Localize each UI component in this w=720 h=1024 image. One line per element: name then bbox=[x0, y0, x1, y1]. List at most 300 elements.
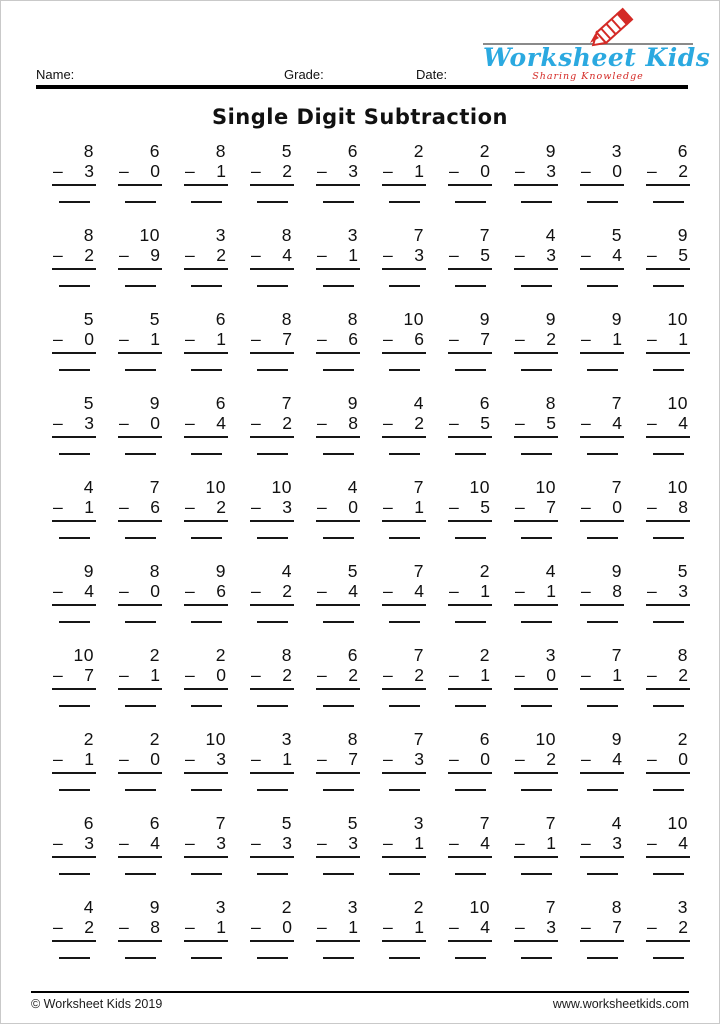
problem-stack bbox=[52, 561, 96, 606]
problem-stack bbox=[646, 225, 690, 270]
subtrahend: 1 bbox=[414, 917, 424, 937]
subtrahend-row bbox=[382, 833, 426, 858]
subtrahend-row bbox=[646, 665, 690, 690]
problem-stack bbox=[646, 393, 690, 438]
subtraction-problem bbox=[644, 559, 692, 643]
minuend: 9 bbox=[83, 561, 94, 581]
website-link[interactable]: www.worksheetkids.com bbox=[552, 997, 689, 1011]
problem-stack bbox=[250, 561, 294, 606]
subtrahend-row bbox=[316, 581, 360, 606]
minuend: 7 bbox=[149, 477, 160, 497]
subtraction-problem bbox=[512, 811, 560, 895]
subtrahend: 3 bbox=[546, 917, 556, 937]
minus-sign: – bbox=[647, 329, 657, 349]
problem-stack bbox=[514, 813, 558, 858]
subtrahend: 4 bbox=[612, 245, 622, 265]
subtrahend: 1 bbox=[480, 581, 490, 601]
subtrahend: 1 bbox=[150, 329, 160, 349]
minuend: 6 bbox=[677, 141, 688, 161]
subtrahend-row bbox=[52, 245, 96, 270]
subtraction-problem bbox=[380, 895, 428, 979]
brand-logo bbox=[483, 5, 711, 83]
minus-sign: – bbox=[53, 917, 63, 937]
subtraction-problem bbox=[446, 391, 494, 475]
answer-blank bbox=[125, 705, 156, 707]
subtrahend-row bbox=[580, 833, 624, 858]
answer-blank bbox=[521, 621, 552, 623]
problem-stack bbox=[118, 897, 162, 942]
subtrahend-row bbox=[646, 161, 690, 186]
answer-blank bbox=[323, 789, 354, 791]
subtrahend-row bbox=[184, 161, 228, 186]
minuend: 2 bbox=[413, 141, 424, 161]
answer-blank bbox=[125, 201, 156, 203]
subtrahend: 3 bbox=[282, 497, 292, 517]
subtrahend-row bbox=[250, 413, 294, 438]
minus-sign: – bbox=[53, 413, 63, 433]
minus-sign: – bbox=[251, 245, 261, 265]
minus-sign: – bbox=[251, 329, 261, 349]
problem-stack bbox=[646, 813, 690, 858]
subtrahend: 3 bbox=[282, 833, 292, 853]
subtraction-problem bbox=[512, 223, 560, 307]
answer-blank bbox=[125, 873, 156, 875]
problem-stack bbox=[118, 813, 162, 858]
minuend: 10 bbox=[73, 645, 94, 665]
answer-blank bbox=[521, 957, 552, 959]
answer-blank bbox=[455, 957, 486, 959]
minuend: 9 bbox=[347, 393, 358, 413]
answer-blank bbox=[521, 537, 552, 539]
subtrahend-row bbox=[448, 665, 492, 690]
subtrahend: 2 bbox=[678, 665, 688, 685]
subtrahend-row bbox=[184, 833, 228, 858]
subtraction-problem bbox=[182, 475, 230, 559]
subtraction-problem bbox=[578, 139, 626, 223]
subtrahend-row bbox=[382, 497, 426, 522]
problem-stack bbox=[382, 897, 426, 942]
minuend: 3 bbox=[215, 897, 226, 917]
answer-blank bbox=[521, 285, 552, 287]
answer-blank bbox=[323, 537, 354, 539]
problem-stack bbox=[382, 645, 426, 690]
subtrahend: 3 bbox=[348, 161, 358, 181]
problem-stack bbox=[184, 561, 228, 606]
header bbox=[1, 1, 719, 93]
minuend: 5 bbox=[149, 309, 160, 329]
subtrahend: 2 bbox=[282, 665, 292, 685]
subtrahend: 0 bbox=[546, 665, 556, 685]
answer-blank bbox=[587, 789, 618, 791]
answer-blank bbox=[59, 705, 90, 707]
subtrahend-row bbox=[382, 581, 426, 606]
minuend: 2 bbox=[413, 897, 424, 917]
subtrahend: 0 bbox=[150, 161, 160, 181]
subtrahend-row bbox=[514, 413, 558, 438]
subtrahend-row bbox=[118, 245, 162, 270]
subtrahend: 1 bbox=[546, 581, 556, 601]
minuend: 10 bbox=[667, 813, 688, 833]
subtrahend-row bbox=[448, 917, 492, 942]
minus-sign: – bbox=[449, 665, 459, 685]
minus-sign: – bbox=[647, 917, 657, 937]
subtrahend-row bbox=[646, 581, 690, 606]
subtrahend: 3 bbox=[84, 161, 94, 181]
problem-stack bbox=[514, 393, 558, 438]
problem-stack bbox=[514, 729, 558, 774]
minus-sign: – bbox=[53, 245, 63, 265]
problem-stack bbox=[184, 309, 228, 354]
problem-stack bbox=[250, 897, 294, 942]
minus-sign: – bbox=[185, 413, 195, 433]
subtrahend-row bbox=[316, 665, 360, 690]
minus-sign: – bbox=[383, 665, 393, 685]
problem-stack bbox=[118, 309, 162, 354]
problem-stack bbox=[52, 813, 96, 858]
minus-sign: – bbox=[185, 917, 195, 937]
subtrahend: 0 bbox=[84, 329, 94, 349]
subtrahend-row bbox=[580, 497, 624, 522]
problem-stack bbox=[250, 645, 294, 690]
minus-sign: – bbox=[515, 329, 525, 349]
minus-sign: – bbox=[119, 161, 129, 181]
subtraction-problem bbox=[116, 391, 164, 475]
problem-stack bbox=[52, 141, 96, 186]
subtrahend: 1 bbox=[216, 329, 226, 349]
answer-blank bbox=[521, 789, 552, 791]
subtrahend: 7 bbox=[480, 329, 490, 349]
subtraction-problem bbox=[182, 643, 230, 727]
subtrahend: 8 bbox=[348, 413, 358, 433]
problem-stack bbox=[448, 141, 492, 186]
minuend: 4 bbox=[611, 813, 622, 833]
subtraction-problem bbox=[182, 307, 230, 391]
problem-stack bbox=[184, 477, 228, 522]
minuend: 7 bbox=[413, 225, 424, 245]
subtrahend-row bbox=[448, 749, 492, 774]
copyright-text: © Worksheet Kids 2019 bbox=[31, 997, 163, 1011]
subtrahend-row bbox=[646, 833, 690, 858]
subtrahend: 2 bbox=[678, 917, 688, 937]
subtrahend-row bbox=[646, 245, 690, 270]
subtraction-problem bbox=[182, 895, 230, 979]
problem-stack bbox=[118, 225, 162, 270]
problem-stack bbox=[448, 813, 492, 858]
problem-stack bbox=[250, 225, 294, 270]
answer-blank bbox=[125, 957, 156, 959]
minus-sign: – bbox=[53, 581, 63, 601]
subtrahend: 3 bbox=[216, 833, 226, 853]
minuend: 10 bbox=[139, 225, 160, 245]
subtrahend: 6 bbox=[150, 497, 160, 517]
minuend: 9 bbox=[545, 309, 556, 329]
subtrahend: 0 bbox=[150, 581, 160, 601]
problems-grid bbox=[41, 139, 701, 979]
subtrahend: 1 bbox=[612, 329, 622, 349]
subtrahend-row bbox=[250, 665, 294, 690]
minuend: 9 bbox=[611, 561, 622, 581]
answer-blank bbox=[191, 369, 222, 371]
subtrahend-row bbox=[382, 665, 426, 690]
subtrahend: 5 bbox=[678, 245, 688, 265]
minus-sign: – bbox=[449, 161, 459, 181]
problem-stack bbox=[184, 813, 228, 858]
subtraction-problem bbox=[116, 139, 164, 223]
minus-sign: – bbox=[317, 749, 327, 769]
minus-sign: – bbox=[251, 749, 261, 769]
minus-sign: – bbox=[119, 497, 129, 517]
problem-stack bbox=[184, 393, 228, 438]
subtrahend-row bbox=[580, 665, 624, 690]
subtrahend: 1 bbox=[348, 245, 358, 265]
answer-blank bbox=[653, 621, 684, 623]
minuend: 7 bbox=[413, 645, 424, 665]
problem-stack bbox=[316, 729, 360, 774]
problem-stack bbox=[250, 309, 294, 354]
minuend: 10 bbox=[205, 729, 226, 749]
subtraction-problem bbox=[50, 307, 98, 391]
subtraction-problem bbox=[644, 643, 692, 727]
answer-blank bbox=[191, 957, 222, 959]
answer-blank bbox=[257, 789, 288, 791]
minuend: 3 bbox=[281, 729, 292, 749]
date-field-label: Date: bbox=[416, 67, 448, 82]
subtrahend: 8 bbox=[612, 581, 622, 601]
subtraction-problem bbox=[644, 895, 692, 979]
subtrahend-row bbox=[52, 749, 96, 774]
subtrahend: 0 bbox=[282, 917, 292, 937]
minuend: 4 bbox=[83, 477, 94, 497]
minus-sign: – bbox=[581, 329, 591, 349]
answer-blank bbox=[125, 285, 156, 287]
answer-blank bbox=[191, 705, 222, 707]
minus-sign: – bbox=[119, 413, 129, 433]
minuend: 5 bbox=[281, 813, 292, 833]
subtraction-problem bbox=[446, 643, 494, 727]
minuend: 4 bbox=[83, 897, 94, 917]
subtrahend: 7 bbox=[282, 329, 292, 349]
subtraction-problem bbox=[380, 307, 428, 391]
answer-blank bbox=[59, 789, 90, 791]
subtrahend-row bbox=[580, 917, 624, 942]
subtrahend: 2 bbox=[678, 161, 688, 181]
minuend: 7 bbox=[413, 477, 424, 497]
problem-stack bbox=[580, 897, 624, 942]
subtrahend: 5 bbox=[480, 245, 490, 265]
answer-blank bbox=[323, 285, 354, 287]
minuend: 7 bbox=[281, 393, 292, 413]
subtraction-problem bbox=[116, 727, 164, 811]
answer-blank bbox=[59, 873, 90, 875]
minuend: 8 bbox=[347, 309, 358, 329]
problem-stack bbox=[580, 729, 624, 774]
problem-stack bbox=[316, 477, 360, 522]
minus-sign: – bbox=[185, 497, 195, 517]
problem-stack bbox=[448, 645, 492, 690]
minus-sign: – bbox=[515, 917, 525, 937]
answer-blank bbox=[653, 873, 684, 875]
subtrahend: 1 bbox=[414, 161, 424, 181]
minus-sign: – bbox=[317, 497, 327, 517]
subtrahend-row bbox=[580, 581, 624, 606]
problem-stack bbox=[118, 561, 162, 606]
minus-sign: – bbox=[317, 329, 327, 349]
subtrahend: 2 bbox=[546, 749, 556, 769]
minuend: 7 bbox=[215, 813, 226, 833]
minus-sign: – bbox=[383, 413, 393, 433]
minuend: 10 bbox=[535, 477, 556, 497]
subtraction-problem bbox=[446, 223, 494, 307]
subtrahend: 2 bbox=[282, 581, 292, 601]
answer-blank bbox=[191, 537, 222, 539]
subtraction-problem bbox=[578, 223, 626, 307]
minus-sign: – bbox=[647, 581, 657, 601]
brand-name: Worksheet Kids bbox=[483, 43, 711, 72]
subtrahend: 4 bbox=[216, 413, 226, 433]
minus-sign: – bbox=[53, 161, 63, 181]
minus-sign: – bbox=[251, 917, 261, 937]
subtraction-problem bbox=[380, 475, 428, 559]
problem-stack bbox=[250, 477, 294, 522]
answer-blank bbox=[191, 285, 222, 287]
problem-stack bbox=[118, 645, 162, 690]
subtrahend: 2 bbox=[84, 245, 94, 265]
subtraction-problem bbox=[446, 307, 494, 391]
subtrahend-row bbox=[184, 917, 228, 942]
minuend: 6 bbox=[83, 813, 94, 833]
minus-sign: – bbox=[647, 665, 657, 685]
answer-blank bbox=[389, 453, 420, 455]
answer-blank bbox=[521, 705, 552, 707]
subtrahend-row bbox=[448, 329, 492, 354]
minuend: 4 bbox=[413, 393, 424, 413]
subtrahend-row bbox=[514, 917, 558, 942]
subtrahend: 4 bbox=[414, 581, 424, 601]
answer-blank bbox=[125, 789, 156, 791]
minuend: 10 bbox=[469, 477, 490, 497]
subtraction-problem bbox=[50, 139, 98, 223]
subtrahend: 1 bbox=[678, 329, 688, 349]
subtrahend: 0 bbox=[612, 497, 622, 517]
answer-blank bbox=[587, 537, 618, 539]
subtraction-problem bbox=[116, 895, 164, 979]
subtraction-problem bbox=[380, 811, 428, 895]
subtrahend-row bbox=[514, 833, 558, 858]
subtraction-problem bbox=[182, 391, 230, 475]
answer-blank bbox=[653, 369, 684, 371]
problem-stack bbox=[316, 309, 360, 354]
minuend: 7 bbox=[545, 897, 556, 917]
minus-sign: – bbox=[515, 245, 525, 265]
problem-stack bbox=[52, 729, 96, 774]
subtrahend: 0 bbox=[480, 749, 490, 769]
answer-blank bbox=[653, 789, 684, 791]
subtrahend: 4 bbox=[480, 917, 490, 937]
subtrahend-row bbox=[250, 917, 294, 942]
subtrahend: 1 bbox=[612, 665, 622, 685]
minus-sign: – bbox=[317, 581, 327, 601]
answer-blank bbox=[455, 873, 486, 875]
minus-sign: – bbox=[53, 329, 63, 349]
subtrahend: 5 bbox=[546, 413, 556, 433]
minuend: 8 bbox=[215, 141, 226, 161]
minuend: 9 bbox=[611, 309, 622, 329]
minuend: 4 bbox=[545, 561, 556, 581]
minuend: 8 bbox=[677, 645, 688, 665]
minuend: 8 bbox=[347, 729, 358, 749]
subtrahend: 4 bbox=[84, 581, 94, 601]
subtraction-problem bbox=[578, 391, 626, 475]
subtrahend-row bbox=[448, 413, 492, 438]
subtrahend: 1 bbox=[348, 917, 358, 937]
subtraction-problem bbox=[380, 559, 428, 643]
answer-blank bbox=[257, 873, 288, 875]
answer-blank bbox=[455, 705, 486, 707]
minuend: 2 bbox=[281, 897, 292, 917]
problem-stack bbox=[250, 393, 294, 438]
answer-blank bbox=[587, 705, 618, 707]
subtrahend-row bbox=[118, 329, 162, 354]
subtrahend-row bbox=[448, 497, 492, 522]
minuend: 7 bbox=[479, 813, 490, 833]
subtraction-problem bbox=[446, 895, 494, 979]
subtrahend-row bbox=[316, 833, 360, 858]
minuend: 8 bbox=[281, 309, 292, 329]
subtraction-problem bbox=[644, 811, 692, 895]
minus-sign: – bbox=[383, 749, 393, 769]
subtraction-problem bbox=[248, 139, 296, 223]
minus-sign: – bbox=[119, 749, 129, 769]
page-title: Single Digit Subtraction bbox=[211, 105, 508, 129]
subtrahend-row bbox=[316, 329, 360, 354]
minuend: 9 bbox=[149, 897, 160, 917]
answer-blank bbox=[257, 957, 288, 959]
subtrahend: 3 bbox=[84, 833, 94, 853]
subtrahend-row bbox=[646, 413, 690, 438]
subtraction-problem bbox=[248, 643, 296, 727]
minuend: 10 bbox=[535, 729, 556, 749]
answer-blank bbox=[59, 957, 90, 959]
minuend: 2 bbox=[215, 645, 226, 665]
minuend: 7 bbox=[545, 813, 556, 833]
answer-blank bbox=[257, 369, 288, 371]
minus-sign: – bbox=[185, 329, 195, 349]
subtrahend: 1 bbox=[84, 497, 94, 517]
subtraction-problem bbox=[314, 139, 362, 223]
minuend: 9 bbox=[545, 141, 556, 161]
minuend: 8 bbox=[83, 141, 94, 161]
subtrahend-row bbox=[250, 749, 294, 774]
answer-blank bbox=[389, 705, 420, 707]
subtraction-problem bbox=[116, 307, 164, 391]
problem-stack bbox=[646, 729, 690, 774]
subtrahend: 1 bbox=[282, 749, 292, 769]
subtrahend-row bbox=[52, 665, 96, 690]
grade-field-label: Grade: bbox=[284, 67, 324, 82]
problem-stack bbox=[580, 561, 624, 606]
minus-sign: – bbox=[515, 581, 525, 601]
subtraction-problem bbox=[182, 811, 230, 895]
subtrahend-row bbox=[646, 329, 690, 354]
problem-stack bbox=[448, 309, 492, 354]
subtrahend: 0 bbox=[150, 749, 160, 769]
minus-sign: – bbox=[119, 581, 129, 601]
answer-blank bbox=[323, 453, 354, 455]
minus-sign: – bbox=[449, 581, 459, 601]
minuend: 5 bbox=[611, 225, 622, 245]
answer-blank bbox=[59, 621, 90, 623]
problem-stack bbox=[580, 645, 624, 690]
